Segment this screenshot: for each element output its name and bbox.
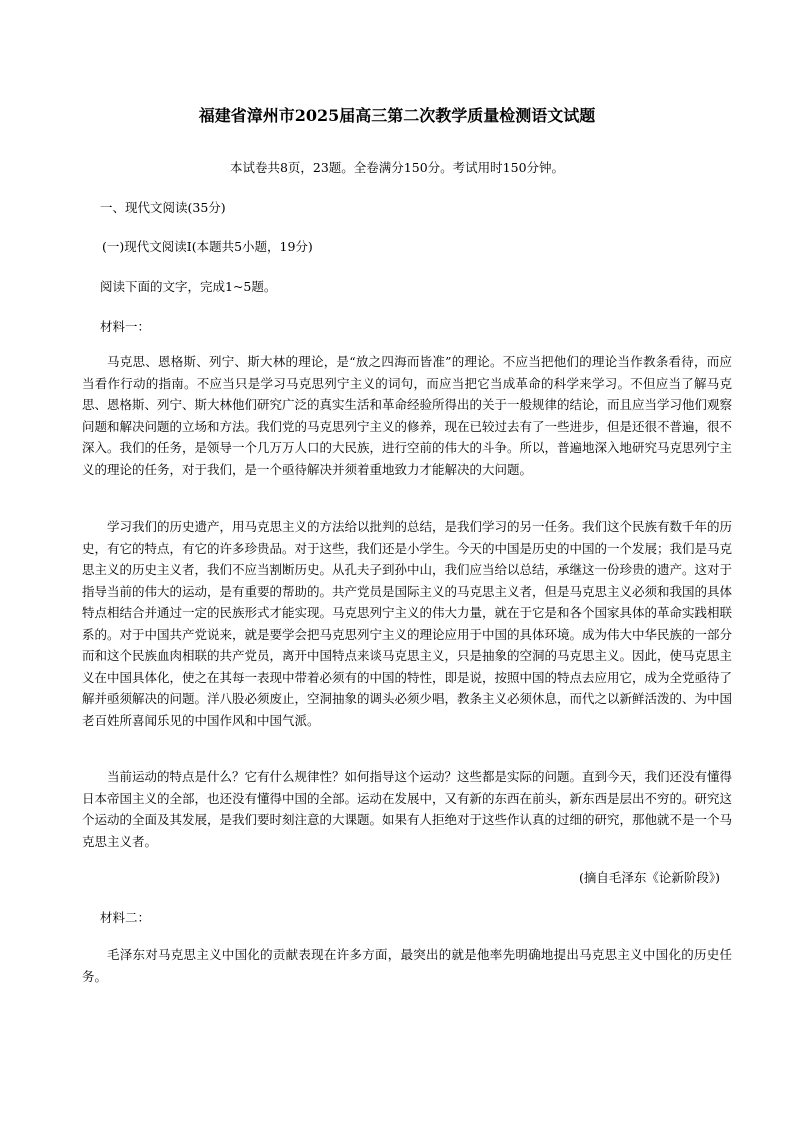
material-one-paragraph: 当前运动的特点是什么？它有什么规律性？如何指导这个运动？这些都是实际的问题。直到今天，我们还没有懂得日本帝国主义的全部，也还没有懂得中国的全部。运动在发展中，又有新的东西在前头，新东西是层出不穷的。研究这个运动的全面及其发展，是我们要时刻注意的大课题。如果有人拒绝对于这些作认真的过细的研究，那他就不是一个马克思主义者。	[82, 769, 733, 849]
reading-instruction: 阅读下面的文字，完成1~5题。	[100, 279, 277, 294]
material-two-label: 材料二：	[100, 910, 151, 925]
exam-title: 福建省漳州市2025届高三第二次教学质量检测语文试题	[198, 106, 596, 125]
material-one-paragraph: 学习我们的历史遗产，用马克思主义的方法给以批判的总结，是我们学习的另一任务。我们这个民族有数千年的历史，有它的特点，有它的许多珍贵品。对于这些，我们还是小学生。今天的中国是历史的中国的一个发展；我们是马克思主义的历史主义者，我们不应当割断历史。从孔夫子到孙中山，我们应当给以总结，承继这一份珍贵的遗产。这对于指导当前的伟大的运动，是有重要的帮助的。共产党员是国际主义的马克思主义者，但是马克思主义必须和我国的具体特点相结合并通过一定的民族形式才能实现。马克思列宁主义的伟大力量，就在于它是和各个国家具体的革命实践相联系的。对于中国共产党说来，就是要学会把马克思列宁主义的理论应用于中国的具体环境。成为伟大中华民族的一部分而和这个民族血肉相联的共产党员，离开中国特点来谈马克思主义，只是抽象的空洞的马克思主义。因此，使马克思主义在中国具体化，使之在其每一表现中带着必须有的中国的特性，即是说，按照中国的特点去应用它，成为全党亟待了解并亟须解决的问题。洋八股必须废止，空洞抽象的调头必须少唱，教条主义必须休息，而代之以新鲜活泼的、为中国老百姓所喜闻乐见的中国作风和中国气派。	[82, 519, 733, 728]
subsection-heading: (一)现代文阅读Ⅰ(本题共5小题，19分)	[102, 239, 313, 254]
section-heading: 一、现代文阅读(35分)	[100, 200, 226, 215]
exam-info: 本试卷共8页，23题。全卷满分150分。考试用时150分钟。	[229, 160, 565, 175]
material-one-paragraph: 马克思、恩格斯、列宁、斯大林的理论，是“放之四海而皆准”的理论。不应当把他们的理论当作教条看待，而应当看作行动的指南。不应当只是学习马克思列宁主义的词句，而应当把它当成革命的科学来学习。不但应当了解马克思、恩格斯、列宁、斯大林他们研究广泛的真实生活和革命经验所得出的关于一般规律的结论，而且应当学习他们观察问题和解决问题的立场和方法。我们党的马克思列宁主义的修养，现在已较过去有了一些进步，但是还很不普遍，很不深入。我们的任务，是领导一个几万万人口的大民族，进行空前的伟大的斗争。所以，普遍地深入地研究马克思列宁主义的理论的任务，对于我们，是一个亟待解决并须着重地致力才能解决的大问题。	[82, 354, 733, 477]
material-two-paragraph: 毛泽东对马克思主义中国化的贡献表现在许多方面，最突出的就是他率先明确地提出马克思主义中国化的历史任务。	[82, 947, 732, 984]
material-one-source: (摘自毛泽东《论新阶段》)	[578, 870, 720, 885]
material-one-label: 材料一：	[100, 319, 151, 334]
